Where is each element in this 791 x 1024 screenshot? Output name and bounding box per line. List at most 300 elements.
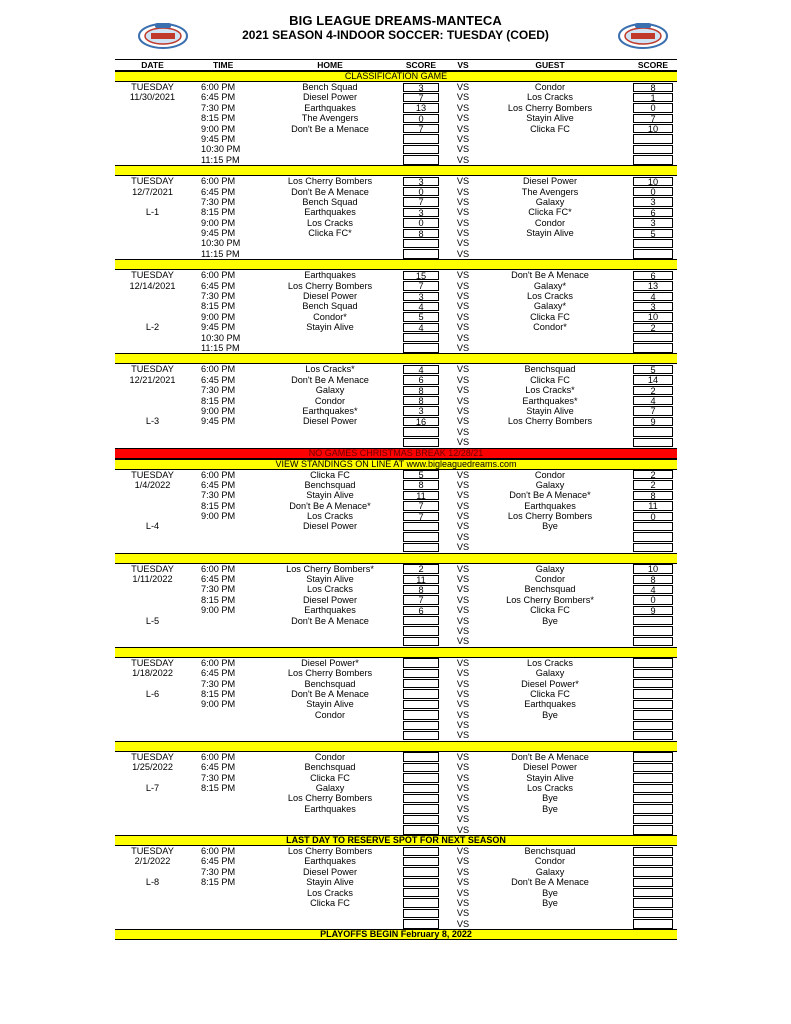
time-cell: 7:30 PM [201,772,236,783]
week-block [115,270,677,353]
date-cell: TUESDAY [131,364,174,375]
home-score-cell [403,700,439,709]
date-cell: 12/14/2021 [129,280,176,291]
time-cell: 6:45 PM [201,574,236,585]
home-score-cell: 4 [403,302,439,311]
time-cell: 9:00 PM [201,217,236,228]
guest-score-cell: 6 [633,208,673,217]
guest-score-cell: 2 [633,480,673,489]
vs-cell: VS [456,280,470,291]
date-cell: TUESDAY [131,176,174,187]
vs-cell: VS [456,751,470,762]
guest-score-cell: 2 [633,470,673,479]
time-cell: 9:45 PM [201,228,236,239]
game-row [115,521,677,531]
vs-cell: VS [456,322,470,333]
home-score-cell [403,898,439,907]
guest-team-cell: Clicka FC [530,311,570,322]
game-row [115,626,677,636]
week-block [115,470,677,553]
date-cell: TUESDAY [131,469,174,480]
home-score-cell [403,888,439,897]
guest-score-cell [633,804,673,813]
vs-cell: VS [456,563,470,574]
date-cell: 12/7/2021 [132,186,173,197]
vs-cell: VS [456,824,470,835]
game-row [115,291,677,301]
time-cell: 8:15 PM [201,594,236,605]
time-cell: 7:30 PM [201,490,236,501]
date-cell: L-4 [145,521,160,532]
home-team-cell: Earthquakes [304,270,356,281]
vs-cell: VS [456,574,470,585]
home-score-cell [403,343,439,352]
vs-cell: VS [456,228,470,239]
home-score-cell [403,763,439,772]
game-row [115,867,677,877]
date-cell: L-1 [145,207,160,218]
date-cell: 12/21/2021 [129,374,176,385]
guest-team-cell: The Avengers [521,186,579,197]
week-divider [115,647,677,658]
home-score-cell: 11 [403,575,439,584]
guest-team-cell: Los Cherry Bombers* [506,594,594,605]
game-row [115,616,677,626]
home-team-cell: Don't Be A Menace [291,186,369,197]
vs-cell: VS [456,772,470,783]
week-divider [115,165,677,176]
time-cell: 8:15 PM [201,783,236,794]
guest-team-cell: Diesel Power* [521,678,579,689]
vs-cell: VS [456,248,470,259]
home-team-cell: Don't Be A Menace [291,688,369,699]
home-team-cell: Diesel Power [302,521,358,532]
vs-cell: VS [456,615,470,626]
guest-team-cell: Clicka FC [530,688,570,699]
home-team-cell: Stayin Alive [306,322,354,333]
vs-cell: VS [456,238,470,249]
home-team-cell: Don't Be A Menace* [289,500,371,511]
week-divider [115,353,677,364]
home-score-cell: 2 [403,564,439,573]
home-team-cell: Diesel Power [302,594,358,605]
game-row [115,281,677,291]
game-row [115,82,677,92]
guest-score-cell: 7 [633,114,673,123]
game-row [115,762,677,772]
date-cell: TUESDAY [131,270,174,281]
date-cell: TUESDAY [131,751,174,762]
guest-score-cell: 4 [633,585,673,594]
guest-score-cell [633,522,673,531]
home-score-cell: 13 [403,103,439,112]
home-score-cell [403,825,439,834]
guest-team-cell: Diesel Power [522,176,578,187]
guest-team-cell: Bye [542,887,558,898]
home-score-cell: 7 [403,595,439,604]
home-score-cell: 15 [403,271,439,280]
home-score-cell [403,626,439,635]
time-cell: 6:00 PM [201,563,236,574]
game-row [115,752,677,762]
home-score-cell: 4 [403,365,439,374]
home-team-cell: Los Cracks [307,217,353,228]
guest-score-cell [633,438,673,447]
time-cell: 7:30 PM [201,385,236,396]
guest-team-cell: Bye [542,521,558,532]
home-score-cell: 7 [403,501,439,510]
schedule-table [115,59,677,940]
week-divider [115,553,677,564]
vs-cell: VS [456,186,470,197]
home-team-cell: Los Cracks* [305,364,355,375]
week-block [115,364,677,447]
guest-team-cell: Los Cracks* [525,385,575,396]
vs-cell: VS [456,699,470,710]
home-score-cell: 8 [403,480,439,489]
home-team-cell: Stayin Alive [306,877,354,888]
vs-cell: VS [456,584,470,595]
guest-score-cell [633,721,673,730]
date-cell: 11/30/2021 [129,92,176,103]
home-team-cell: Los Cherry Bombers* [286,563,374,574]
game-row [115,270,677,280]
guest-team-cell: Los Cherry Bombers [507,416,593,427]
guest-team-cell: Los Cracks [527,783,573,794]
game-row [115,322,677,332]
guest-team-cell: Don't Be A Menace* [509,490,591,501]
week-block [115,564,677,647]
guest-team-cell: Galaxy [535,563,565,574]
guest-score-cell: 0 [633,512,673,521]
home-team-cell: Los Cracks [307,511,353,522]
vs-cell: VS [456,918,470,929]
guest-score-cell: 8 [633,83,673,92]
guest-team-cell: Clicka FC [530,374,570,385]
guest-team-cell: Bye [542,615,558,626]
home-score-cell [403,909,439,918]
home-score-cell: 0 [403,218,439,227]
game-row [115,679,677,689]
guest-team-cell: Condor [534,469,566,480]
guest-team-cell: Don't Be A Menace [511,877,589,888]
vs-cell: VS [456,144,470,155]
guest-score-cell [633,878,673,887]
game-row [115,176,677,186]
home-score-cell [403,878,439,887]
game-row [115,720,677,730]
time-cell: 8:15 PM [201,395,236,406]
home-team-cell: Los Cracks [307,584,353,595]
time-cell: 8:15 PM [201,877,236,888]
guest-team-cell: Galaxy* [533,301,567,312]
time-cell: 8:15 PM [201,301,236,312]
home-score-cell [403,752,439,761]
guest-score-cell: 7 [633,406,673,415]
vs-cell: VS [456,542,470,553]
vs-cell: VS [456,332,470,343]
home-team-cell: Clicka FC [310,897,350,908]
vs-cell: VS [456,291,470,302]
banner-playoffs: PLAYOFFS BEGIN February 8, 2022 [115,929,677,940]
guest-team-cell: Earthquakes [524,699,576,710]
home-team-cell: Diesel Power [302,291,358,302]
time-cell: 6:45 PM [201,186,236,197]
vs-cell: VS [456,897,470,908]
game-row [115,218,677,228]
home-score-cell: 7 [403,512,439,521]
vs-cell: VS [456,123,470,134]
guest-team-cell: Don't Be A Menace [511,751,589,762]
guest-team-cell: Clicka FC [530,605,570,616]
guest-score-column-header: SCORE [637,60,669,70]
week-block [115,846,677,929]
vs-cell: VS [456,521,470,532]
home-team-cell: Don't Be A Menace [291,374,369,385]
guest-score-cell: 10 [633,177,673,186]
guest-team-cell: Bye [542,793,558,804]
guest-score-cell: 0 [633,103,673,112]
home-score-cell [403,616,439,625]
home-team-cell: Los Cherry Bombers [287,176,373,187]
time-cell: 10:30 PM [201,238,241,249]
date-cell: L-5 [145,615,160,626]
game-row [115,699,677,709]
page-header [0,14,791,42]
time-cell: 8:15 PM [201,688,236,699]
game-row [115,197,677,207]
guest-score-cell [633,784,673,793]
vs-cell: VS [456,887,470,898]
league-logo-left-icon [137,20,189,50]
home-score-cell [403,815,439,824]
game-row [115,532,677,542]
time-cell: 10:30 PM [201,144,241,155]
game-row [115,730,677,740]
guest-team-cell: Diesel Power [522,762,578,773]
home-team-cell: Los Cherry Bombers [287,846,373,856]
home-column-header: HOME [317,60,343,70]
home-score-cell: 3 [403,292,439,301]
vs-cell: VS [456,636,470,647]
time-cell: 6:45 PM [201,856,236,867]
home-team-cell: Stayin Alive [306,699,354,710]
guest-team-cell: Bye [542,709,558,720]
week-divider [115,259,677,270]
time-cell: 6:00 PM [201,364,236,375]
guest-score-cell: 9 [633,417,673,426]
vs-cell: VS [456,668,470,679]
week-divider [115,741,677,752]
vs-cell: VS [456,102,470,113]
home-score-cell [403,658,439,667]
guest-team-cell: Bye [542,803,558,814]
home-team-cell: Stayin Alive [306,490,354,501]
guest-score-cell: 3 [633,302,673,311]
home-score-cell [403,847,439,856]
game-row [115,312,677,322]
guest-score-cell: 1 [633,93,673,102]
game-row [115,856,677,866]
guest-score-cell: 0 [633,187,673,196]
home-team-cell: Earthquakes [304,207,356,218]
time-cell: 7:30 PM [201,291,236,302]
time-cell: 6:00 PM [201,469,236,480]
home-team-cell: Bench Squad [302,196,358,207]
game-row [115,773,677,783]
game-row [115,793,677,803]
vs-cell: VS [456,479,470,490]
vs-cell: VS [456,531,470,542]
guest-score-cell: 5 [633,229,673,238]
time-cell: 6:45 PM [201,668,236,679]
game-row [115,364,677,374]
date-cell: TUESDAY [131,563,174,574]
home-score-cell [403,427,439,436]
home-team-cell: Clicka FC [310,469,350,480]
vs-cell: VS [456,762,470,773]
vs-cell: VS [456,364,470,375]
guest-score-cell: 3 [633,197,673,206]
guest-score-cell [633,543,673,552]
home-team-cell: Diesel Power [302,866,358,877]
vs-cell: VS [456,374,470,385]
date-cell: L-8 [145,877,160,888]
time-cell: 6:00 PM [201,270,236,281]
time-cell: 6:00 PM [201,657,236,668]
guest-team-cell: Earthquakes* [522,395,578,406]
game-row [115,658,677,668]
game-row [115,343,677,353]
home-score-cell: 5 [403,470,439,479]
game-row [115,124,677,134]
home-score-cell [403,784,439,793]
time-cell: 6:45 PM [201,762,236,773]
time-cell: 6:00 PM [201,176,236,187]
time-cell: 9:00 PM [201,405,236,416]
game-row [115,908,677,918]
home-team-cell: The Avengers [301,113,359,124]
guest-score-cell [633,658,673,667]
page-subtitle: 2021 SEASON 4-INDOOR SOCCER: TUESDAY (COED) [242,28,549,42]
guest-team-cell: Galaxy [535,479,565,490]
vs-cell: VS [456,846,470,856]
home-score-cell [403,669,439,678]
vs-cell: VS [456,154,470,165]
guest-team-cell: Stayin Alive [526,405,574,416]
guest-score-cell [633,752,673,761]
time-column-header: TIME [213,60,234,70]
vs-cell: VS [456,877,470,888]
time-cell: 11:15 PM [201,154,240,165]
vs-cell: VS [456,395,470,406]
week-block [115,752,677,835]
guest-score-cell: 14 [633,375,673,384]
guest-score-cell [633,794,673,803]
home-score-cell [403,155,439,164]
vs-cell: VS [456,793,470,804]
game-row [115,564,677,574]
guest-team-cell: Galaxy [535,668,565,679]
vs-cell: VS [456,688,470,699]
game-row [115,155,677,165]
guest-team-cell: Stayin Alive [526,113,574,124]
guest-score-cell [633,626,673,635]
home-score-cell: 8 [403,585,439,594]
vs-cell: VS [456,625,470,636]
home-team-cell: Los Cherry Bombers [287,668,373,679]
game-row [115,898,677,908]
guest-team-cell: Galaxy* [533,280,567,291]
home-score-cell [403,543,439,552]
home-team-cell: Galaxy [315,385,345,396]
guest-score-cell: 0 [633,595,673,604]
game-row [115,238,677,248]
week-block [115,82,677,165]
home-score-cell [403,689,439,698]
home-score-cell: 8 [403,396,439,405]
guest-score-cell [633,857,673,866]
game-row [115,804,677,814]
vs-cell: VS [456,500,470,511]
guest-score-cell [633,343,673,352]
home-team-cell: Clicka FC [310,772,350,783]
time-cell: 8:15 PM [201,113,236,124]
guest-score-cell: 9 [633,606,673,615]
game-row [115,187,677,197]
home-team-cell: Condor* [313,311,347,322]
home-score-cell [403,794,439,803]
game-row [115,710,677,720]
guest-score-cell [633,155,673,164]
guest-score-cell [633,689,673,698]
home-score-cell: 3 [403,83,439,92]
vs-cell: VS [456,709,470,720]
time-cell: 9:00 PM [201,699,236,710]
guest-score-cell [633,919,673,928]
guest-team-cell: Benchsquad [524,364,576,375]
time-cell: 7:30 PM [201,196,236,207]
time-cell: 9:45 PM [201,133,236,144]
date-cell: L-2 [145,322,160,333]
guest-team-cell: Galaxy [535,196,565,207]
guest-team-cell: Los Cracks [527,92,573,103]
home-score-cell [403,721,439,730]
vs-cell: VS [456,730,470,741]
page-title: BIG LEAGUE DREAMS-MANTECA [289,13,502,28]
vs-cell: VS [456,720,470,731]
vs-cell: VS [456,405,470,416]
date-cell: 1/18/2022 [132,668,173,679]
home-team-cell: Los Cracks [307,887,353,898]
banner-classification: CLASSIFICATION GAME [115,71,677,82]
vs-cell: VS [456,426,470,437]
time-cell: 11:15 PM [201,342,240,353]
vs-cell: VS [456,594,470,605]
date-cell: 2/1/2022 [134,856,171,867]
time-cell: 8:15 PM [201,207,236,218]
vs-cell: VS [456,342,470,353]
home-team-cell: Bench Squad [302,301,358,312]
guest-score-cell [633,825,673,834]
date-cell: TUESDAY [131,82,174,92]
guest-score-cell [633,888,673,897]
home-score-cell [403,857,439,866]
guest-team-cell: Clicka FC [530,123,570,134]
vs-cell: VS [456,113,470,124]
guest-team-cell: Condor* [533,322,567,333]
vs-cell: VS [456,678,470,689]
